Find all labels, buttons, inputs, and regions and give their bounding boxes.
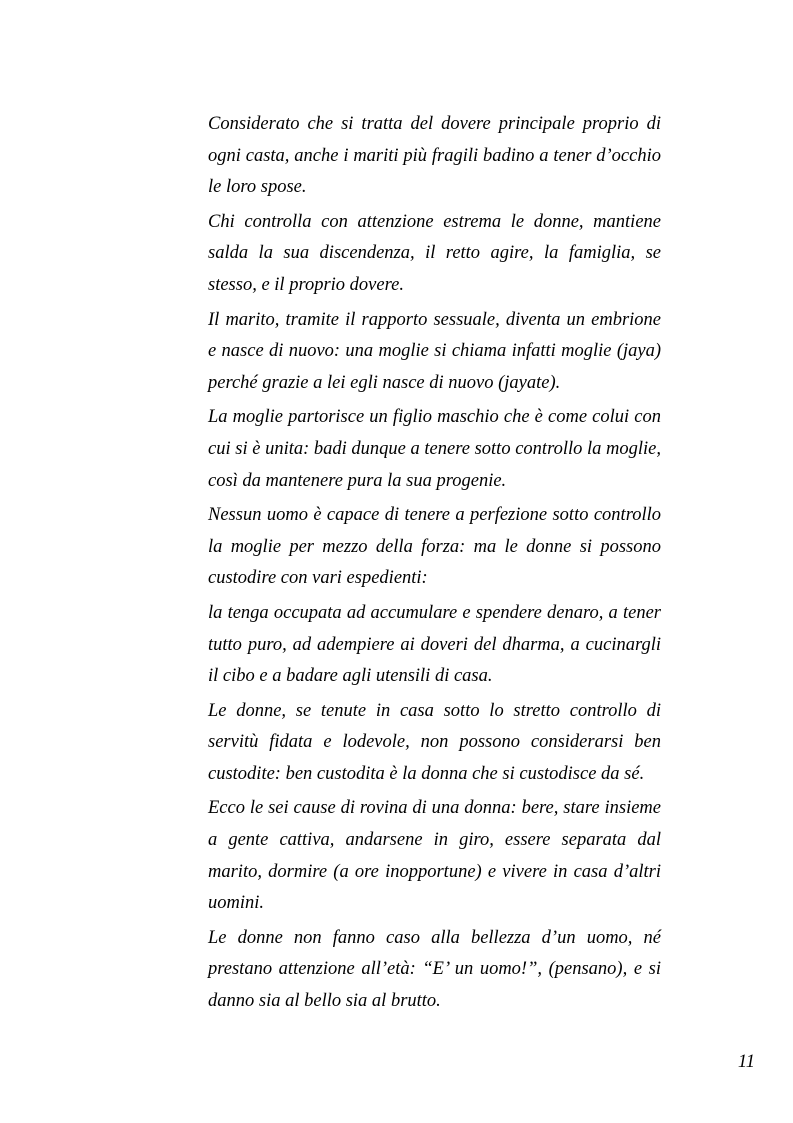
paragraph: Ecco le sei cause di rovina di una donna: bere, stare insieme a gente cattiva, andarsene in giro, essere separata dal marito, dormire (a ore inopportune) e vivere in casa d’altri uomini. bbox=[208, 798, 661, 914]
paragraph: Considerato che si tratta del dovere principale proprio di ogni casta, anche i mariti più fragili badino a tener d’occhio le loro spose. bbox=[208, 114, 661, 198]
body-text bbox=[208, 109, 661, 1021]
paragraph: Il marito, tramite il rapporto sessuale, diventa un embrione e nasce di nuovo: una moglie si chiama infatti moglie (jaya) perché grazie a lei egli nasce di nuovo (jayate). bbox=[208, 309, 661, 393]
paragraph: la tenga occupata ad accumulare e spendere denaro, a tener tutto puro, ad adempiere ai doveri del dharma, a cucinargli il cibo e a badare agli utensili di casa. bbox=[208, 602, 661, 687]
paragraph: Le donne non fanno caso alla bellezza d’un uomo, né prestano attenzione all’età: “E’ un uomo!”, (pensano), e si danno sia al bello sia al brutto. bbox=[208, 927, 661, 1012]
paragraph: Nessun uomo è capace di tenere a perfezione sotto controllo la moglie per mezzo della forza: ma le donne si possono custodire con vari espedienti: bbox=[208, 505, 661, 589]
paragraph: La moglie partorisce un figlio maschio che è come colui con cui si è unita: badi dunque a tenere sotto controllo la moglie, così da mantenere pura la sua progenie. bbox=[208, 407, 661, 491]
paragraph: Chi controlla con attenzione estrema le donne, mantiene salda la sua discendenza, il retto agire, la famiglia, se stesso, e il proprio dovere. bbox=[208, 211, 661, 295]
page-number: 11 bbox=[737, 1052, 755, 1072]
paragraph: Le donne, se tenute in casa sotto lo stretto controllo di servitù fidata e lodevole, non possono considerarsi ben custodite: ben custodita è la donna che si custodisce da sé. bbox=[208, 700, 661, 784]
